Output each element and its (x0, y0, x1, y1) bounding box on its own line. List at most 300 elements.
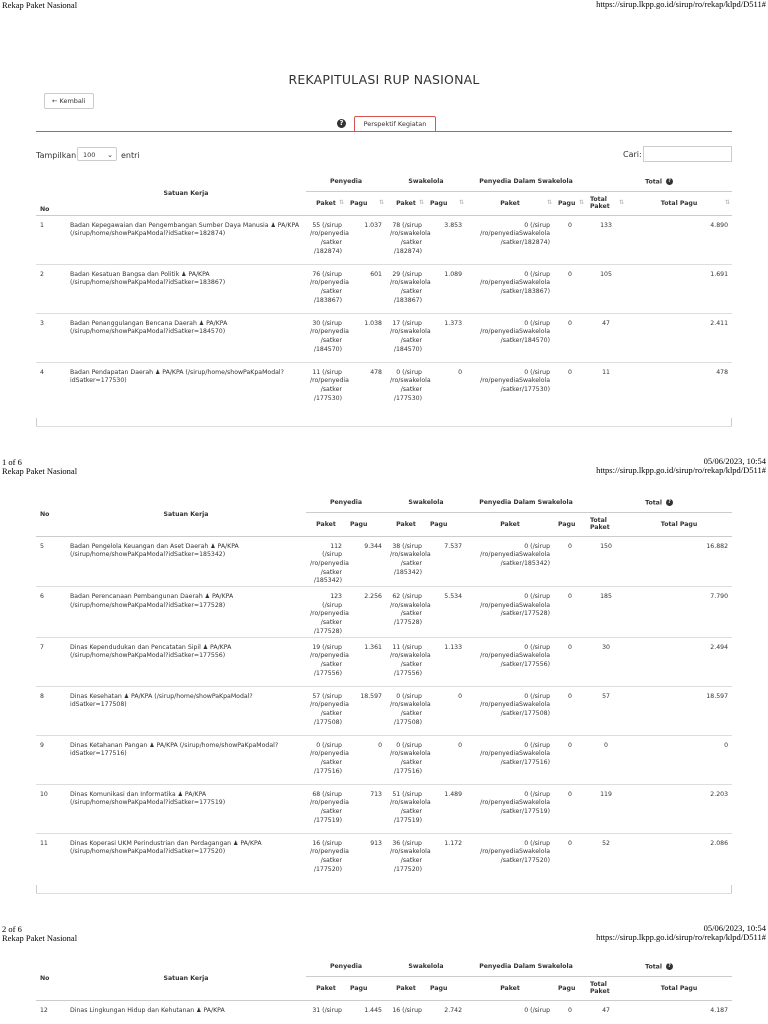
pds-paket-link[interactable] (466, 686, 554, 735)
row-no: 7 (36, 637, 66, 686)
col-header-swakelola: Swakelola (386, 173, 466, 191)
penyedia-paket-link[interactable] (306, 215, 349, 264)
sort-icon[interactable]: ⇅ (458, 199, 464, 206)
col-header-total-pagu-label: Total Pagu (660, 199, 698, 207)
satuan-kerja-name: Dinas Ketahanan Pangan (70, 741, 148, 749)
col-header-penyedia-pagu[interactable] (346, 512, 386, 536)
pds-paket-link[interactable] (466, 587, 554, 638)
swakelola-pagu: 0 (426, 735, 466, 784)
pa-kpa-url: (/sirup/home/showPaKpaModal?idSatker=177519) (70, 799, 226, 807)
user-icon: ♟ (231, 839, 241, 847)
pds-pagu: 0 (554, 264, 586, 313)
rekap-table-page-2 (36, 494, 732, 882)
link-part: 112 (/sirup (322, 542, 342, 559)
swakelola-paket-link[interactable] (386, 686, 431, 735)
print-title: Rekap Paket Nasional (2, 933, 78, 943)
col-header-no[interactable]: No (36, 173, 66, 215)
pa-kpa-link[interactable]: PA/KPA (188, 270, 210, 278)
col-header-pds-pagu[interactable] (554, 976, 586, 1000)
pa-kpa-link[interactable]: PA/KPA (240, 839, 262, 847)
penyedia-paket-link[interactable] (306, 313, 349, 362)
link-part: /ro/penyedia (310, 559, 349, 567)
col-header-pds-paket[interactable] (466, 512, 554, 536)
pa-kpa-link[interactable]: PA/KPA (211, 593, 234, 601)
satuan-kerja-name: Badan Kepegawaian dan Pengembangan Sumber Daya Manusia (70, 221, 269, 229)
col-header-penyedia-pagu[interactable] (346, 976, 386, 1000)
tab-underline (36, 131, 732, 132)
table-row (36, 1000, 732, 1020)
col-header-swakelola-pagu[interactable] (426, 512, 466, 536)
link-part: /ro/penyedia (310, 610, 349, 618)
link-part: 62 (/sirup (392, 593, 422, 601)
pds-pagu: 0 (554, 1000, 586, 1020)
col-header-pds-pagu[interactable] (554, 512, 586, 536)
col-header-total (586, 494, 732, 512)
pa-kpa-link[interactable]: PA/KPA (210, 643, 232, 651)
pds-paket-link[interactable] (466, 735, 554, 784)
user-icon: ♟ (179, 270, 189, 278)
satker-id: /182874) (393, 247, 422, 255)
question-circle-icon[interactable]: ? (337, 119, 346, 128)
length-select[interactable] (77, 147, 117, 161)
satuan-kerja-name: Dinas Kesehatan (70, 692, 122, 700)
row-no: 12 (36, 1000, 66, 1020)
link-part: /satker (320, 287, 342, 295)
satker-id: /177508) (313, 718, 342, 726)
col-header-penyedia-paket[interactable] (306, 512, 346, 536)
question-circle-icon[interactable]: ? (666, 963, 673, 970)
col-header-satuan-kerja[interactable]: Satuan Kerja (66, 494, 306, 536)
total-paket: 52 (586, 833, 626, 882)
row-satuan-kerja (66, 833, 306, 882)
row-satuan-kerja (66, 686, 306, 735)
swakelola-paket-link[interactable] (386, 637, 431, 686)
link-part: 0 (/sirup (524, 839, 551, 847)
col-header-swakelola: Swakelola (386, 494, 466, 512)
print-url: https://sirup.lkpp.go.id/sirup/ro/rekap/klpd/D511# (596, 0, 766, 9)
swakelola-paket-link[interactable] (386, 784, 431, 833)
total-paket: 57 (586, 686, 626, 735)
satker-id: /satker/177530) (500, 385, 551, 393)
total-pagu: 2.411 (626, 313, 732, 362)
link-part: 57 (/sirup (312, 692, 342, 700)
penyedia-paket-link[interactable] (306, 536, 349, 587)
satker-id: /177508) (393, 718, 422, 726)
swakelola-pagu: 5.534 (426, 587, 466, 638)
pa-kpa-link[interactable]: PA/KPA (206, 319, 228, 327)
col-header-pds-paket-label: Paket (500, 199, 520, 207)
swakelola-pagu: 1.089 (426, 264, 466, 313)
table-row (36, 536, 732, 587)
satuan-kerja-name: Dinas Kependudukan dan Pencatatan Sipil (70, 643, 201, 651)
search-input[interactable] (643, 146, 732, 162)
total-pagu: 18.597 (626, 686, 732, 735)
rekap-table-page-1 (36, 173, 732, 411)
row-satuan-kerja (66, 264, 306, 313)
pa-kpa-url: (/sirup/home/showPaKpaModal?idSatker=177530) (70, 368, 284, 385)
swakelola-paket-link[interactable] (386, 215, 431, 264)
row-no: 2 (36, 264, 66, 313)
pa-kpa-url: (/sirup/home/showPaKpaModal?idSatker=185342) (70, 551, 226, 559)
pa-kpa-url: (/sirup/home/showPaKpaModal?idSatker=177520) (70, 848, 226, 856)
satker-id: /177528) (393, 619, 422, 627)
question-circle-icon[interactable]: ? (666, 499, 673, 506)
penyedia-paket-link[interactable] (306, 587, 349, 638)
print-title: Rekap Paket Nasional (2, 466, 78, 476)
link-part: /ro/penyedia (310, 750, 349, 758)
link-part: 16 (/sirup (312, 839, 342, 847)
col-header-penyedia-paket-label: Paket (316, 520, 336, 528)
link-part: /ro/penyediaSwakelola (480, 328, 551, 336)
col-header-penyedia-pagu-label: Pagu (350, 520, 368, 528)
link-part: /ro/penyedia (310, 848, 349, 856)
pds-paket-link[interactable] (466, 833, 554, 882)
col-header-no[interactable]: No (36, 958, 66, 1000)
user-icon: ♟ (194, 1006, 204, 1014)
link-part: /ro/penyedia (310, 652, 349, 660)
sort-icon[interactable]: ⇅ (618, 199, 624, 206)
search-label: Cari: (623, 150, 642, 159)
col-header-penyedia-paket-label: Paket (316, 984, 336, 992)
link-part: 17 (/sirup (392, 319, 422, 327)
col-header-swakelola-pagu-label: Pagu (430, 984, 448, 992)
link-part: /ro/swakelola (390, 551, 431, 559)
total-pagu: 2.086 (626, 833, 732, 882)
row-satuan-kerja (66, 536, 306, 587)
satker-id: /177520) (313, 865, 342, 873)
swakelola-pagu: 7.537 (426, 536, 466, 587)
sort-icon[interactable]: ⇅ (546, 199, 552, 206)
link-part: /ro/penyediaSwakelola (480, 701, 551, 709)
pa-kpa-link[interactable]: PA/KPA (203, 1006, 225, 1014)
link-part: /ro/swakelola (390, 848, 431, 856)
link-part: /ro/penyedia (310, 701, 349, 709)
table-row (36, 686, 732, 735)
row-no: 1 (36, 215, 66, 264)
link-part: 68 (/sirup (312, 790, 342, 798)
penyedia-pagu: 1.361 (346, 637, 386, 686)
col-header-penyedia: Penyedia (306, 958, 386, 976)
penyedia-pagu: 913 (346, 833, 386, 882)
table-bottom-border (36, 893, 732, 894)
col-header-swakelola-pagu[interactable] (426, 976, 466, 1000)
col-header-penyedia: Penyedia (306, 494, 386, 512)
row-no: 4 (36, 362, 66, 411)
satker-id: /177530) (313, 394, 342, 402)
col-header-total-paket[interactable] (586, 512, 626, 536)
link-part: /ro/penyedia (310, 279, 349, 287)
pds-pagu: 0 (554, 313, 586, 362)
col-header-pds-pagu-label: Pagu (558, 199, 576, 207)
satuan-kerja-name: Badan Pendapatan Daerah (70, 368, 154, 376)
row-no: 11 (36, 833, 66, 882)
swakelola-paket-link[interactable] (386, 1000, 426, 1020)
penyedia-paket-link[interactable] (306, 833, 349, 882)
link-part: /satker (400, 336, 422, 344)
link-part: /ro/penyediaSwakelola (480, 652, 551, 660)
satker-id: /185342) (313, 577, 342, 585)
penyedia-pagu: 601 (346, 264, 386, 313)
penyedia-pagu: 1.445 (346, 1000, 386, 1020)
link-part: /satker (320, 709, 342, 717)
link-part: /satker (320, 758, 342, 766)
total-paket: 47 (586, 1000, 626, 1020)
chevron-down-icon: ⌄ (107, 151, 113, 159)
col-header-swakelola-paket[interactable] (386, 512, 426, 536)
col-header-pds-pagu-label: Pagu (558, 984, 576, 992)
link-part: /satker (320, 385, 342, 393)
col-header-total-paket[interactable] (586, 191, 626, 215)
swakelola-paket-link[interactable] (386, 536, 431, 587)
pds-paket-link[interactable] (466, 784, 554, 833)
link-part: /satker (320, 856, 342, 864)
link-part: /satker (320, 619, 342, 627)
link-part: 0 (/sirup (396, 692, 422, 700)
swakelola-paket-link[interactable] (386, 362, 431, 411)
link-part: /satker (320, 568, 342, 576)
penyedia-pagu: 18.597 (346, 686, 386, 735)
satker-id: /177516) (313, 767, 342, 775)
col-header-penyedia-pagu[interactable] (346, 191, 386, 215)
pds-paket-link[interactable] (466, 536, 554, 587)
total-pagu: 4.187 (626, 1000, 732, 1020)
satker-id: /177530) (393, 394, 422, 402)
total-paket: 0 (586, 735, 626, 784)
col-header-total-paket-line-1: Total (590, 196, 607, 203)
pds-paket-link[interactable] (466, 1000, 554, 1020)
link-part: /ro/penyedia (310, 799, 349, 807)
link-part: /ro/swakelola (390, 377, 431, 385)
pds-pagu: 0 (554, 587, 586, 638)
penyedia-paket-link[interactable] (306, 784, 349, 833)
col-header-pds-pagu[interactable] (554, 191, 586, 215)
satker-id: /satker/177556) (500, 660, 551, 668)
pa-kpa-link[interactable]: PA/KPA (162, 368, 184, 376)
penyedia-paket-link[interactable] (306, 637, 349, 686)
question-circle-icon[interactable]: ? (666, 178, 673, 185)
pa-kpa-link[interactable]: PA/KPA (277, 221, 300, 229)
col-header-total-label: Total (645, 178, 662, 186)
row-no: 8 (36, 686, 66, 735)
col-header-swakelola-paket-label: Paket (396, 520, 416, 528)
link-part: /ro/swakelola (390, 328, 431, 336)
col-header-total-paket[interactable] (586, 976, 626, 1000)
row-no: 6 (36, 587, 66, 638)
length-select-value: 100 (83, 151, 96, 159)
link-part: /satker (320, 238, 342, 246)
col-header-penyedia-paket[interactable] (306, 976, 346, 1000)
col-header-total-pagu[interactable] (626, 512, 732, 536)
total-pagu: 7.790 (626, 587, 732, 638)
pds-paket-link[interactable] (466, 264, 554, 313)
link-part: /ro/penyedia (310, 328, 349, 336)
satuan-kerja-name: Dinas Komunikasi dan Informatika (70, 790, 176, 798)
row-no: 10 (36, 784, 66, 833)
swakelola-pagu: 1.133 (426, 637, 466, 686)
row-satuan-kerja (66, 362, 306, 411)
swakelola-paket-link[interactable] (386, 833, 431, 882)
penyedia-paket-link[interactable] (306, 264, 349, 313)
link-part: /ro/swakelola (390, 230, 431, 238)
col-header-swakelola-paket[interactable] (386, 191, 426, 215)
penyedia-paket-link[interactable] (306, 686, 349, 735)
link-part: 0 (/sirup (524, 692, 551, 700)
col-header-total-pagu[interactable] (626, 976, 732, 1000)
penyedia-pagu: 2.256 (346, 587, 386, 638)
total-paket: 185 (586, 587, 626, 638)
link-part: /ro/swakelola (390, 601, 431, 609)
sort-icon[interactable]: ⇅ (378, 199, 383, 206)
link-part: 19 (/sirup (312, 643, 342, 651)
sort-icon[interactable]: ⇅ (418, 199, 423, 206)
col-header-total-pagu-label: Total Pagu (660, 984, 698, 992)
col-header-pds-pagu-label: Pagu (558, 520, 576, 528)
link-part: /ro/penyediaSwakelola (480, 750, 551, 758)
satuan-kerja-name: Dinas Koperasi UKM Perindustrian dan Perdagangan (70, 839, 232, 847)
pds-pagu: 0 (554, 536, 586, 587)
col-header-swakelola-paket[interactable] (386, 976, 426, 1000)
col-header-pds-paket[interactable] (466, 191, 554, 215)
satker-id: /satker/184570) (500, 336, 551, 344)
pa-kpa-url: (/sirup/home/showPaKpaModal?idSatker=177528) (70, 601, 226, 609)
col-header-penyedia-pagu-label: Pagu (350, 199, 368, 207)
length-suffix: entri (121, 151, 140, 160)
pds-pagu: 0 (554, 637, 586, 686)
penyedia-pagu: 478 (346, 362, 386, 411)
total-pagu: 2.494 (626, 637, 732, 686)
pa-kpa-link[interactable]: PA/KPA (184, 790, 207, 798)
link-part: /satker (320, 336, 342, 344)
link-part: 0 (/sirup (316, 741, 342, 749)
col-header-total-pagu[interactable] (626, 191, 732, 215)
total-paket: 119 (586, 784, 626, 833)
link-part: 0 (/sirup (396, 741, 422, 749)
row-no: 5 (36, 536, 66, 587)
link-part: 0 (/sirup (524, 790, 551, 798)
link-part: 0 (/sirup (524, 741, 551, 749)
col-header-total-paket-line-2: Paket (590, 988, 610, 995)
swakelola-pagu: 1.172 (426, 833, 466, 882)
swakelola-paket-link[interactable] (386, 313, 431, 362)
satker-id: /177516) (393, 767, 422, 775)
tab-perspektif-kegiatan[interactable]: Perspektif Kegiatan (354, 116, 436, 132)
pa-kpa-link[interactable]: PA/KPA (217, 542, 239, 550)
pa-kpa-url: (/sirup/home/showPaKpaModal?idSatker=183867) (70, 279, 226, 287)
pa-kpa-link[interactable]: PA/KPA (156, 741, 178, 749)
total-pagu: 1.691 (626, 264, 732, 313)
penyedia-paket-link[interactable] (306, 362, 349, 411)
satker-id: /satker/177508) (500, 709, 551, 717)
col-header-no[interactable]: No (36, 494, 66, 536)
penyedia-paket-link[interactable] (306, 735, 349, 784)
col-header-total-paket-line-1: Total (590, 517, 607, 524)
link-part: /ro/penyediaSwakelola (480, 230, 551, 238)
table-bottom-border (36, 426, 732, 427)
link-part: 36 (/sirup (392, 839, 422, 847)
table-row (36, 587, 732, 638)
col-header-penyedia-paket[interactable] (306, 191, 346, 215)
link-part: 0 (/sirup (396, 368, 422, 376)
col-header-penyedia-paket-label: Paket (316, 199, 336, 207)
col-header-penyedia-dalam-swakelola: Penyedia Dalam Swakelola (466, 173, 586, 191)
satker-id: /183867) (393, 296, 422, 304)
link-part: /satker (400, 709, 422, 717)
col-header-total-label: Total (645, 499, 662, 507)
col-header-total (586, 958, 732, 976)
satker-id: /177556) (393, 669, 422, 677)
swakelola-paket-link[interactable] (386, 264, 431, 313)
link-part: /ro/penyediaSwakelola (480, 601, 551, 609)
pds-pagu: 0 (554, 686, 586, 735)
row-satuan-kerja (66, 735, 306, 784)
link-part: /ro/penyediaSwakelola (480, 799, 551, 807)
total-pagu: 0 (626, 735, 732, 784)
link-part: /ro/swakelola (390, 701, 431, 709)
col-header-satuan-kerja[interactable]: Satuan Kerja (66, 173, 306, 215)
link-part: /ro/penyedia (310, 230, 349, 238)
table-row (36, 215, 732, 264)
pds-paket-link[interactable] (466, 313, 554, 362)
total-pagu: 16.882 (626, 536, 732, 587)
col-header-swakelola-pagu[interactable] (426, 191, 466, 215)
user-icon: ♟ (208, 542, 218, 550)
link-part: 11 (/sirup (312, 368, 342, 376)
sort-icon[interactable]: ⇅ (578, 199, 584, 206)
link-part: 38 (/sirup (392, 542, 422, 550)
back-button[interactable]: ← Kembali (44, 93, 94, 109)
satker-id: /satker/185342) (500, 559, 551, 567)
link-part: 0 (/sirup (524, 368, 551, 376)
pds-paket-link[interactable] (466, 637, 554, 686)
link-part: 11 (/sirup (392, 643, 422, 651)
total-paket: 150 (586, 536, 626, 587)
link-part: /satker (400, 559, 422, 567)
penyedia-paket-link[interactable] (306, 1000, 346, 1020)
total-paket: 11 (586, 362, 626, 411)
pa-kpa-link[interactable]: PA/KPA (131, 692, 153, 700)
col-header-penyedia: Penyedia (306, 173, 386, 191)
satker-id: /183867) (313, 296, 342, 304)
swakelola-paket-link[interactable] (386, 735, 431, 784)
link-part: /satker (320, 660, 342, 668)
link-part: /ro/penyediaSwakelola (480, 551, 551, 559)
pa-kpa-url: (/sirup/home/showPaKpaModal?idSatker=177556) (70, 652, 226, 660)
sort-icon[interactable]: ⇅ (724, 199, 730, 206)
link-part: 0 (/sirup (524, 643, 551, 651)
satker-id: /177520) (393, 865, 422, 873)
total-paket: 133 (586, 215, 626, 264)
link-part: /satker (400, 758, 422, 766)
pds-paket-link[interactable] (466, 215, 554, 264)
swakelola-pagu: 1.489 (426, 784, 466, 833)
satuan-kerja-name: Badan Pengelola Keuangan dan Aset Daerah (70, 542, 209, 550)
sort-icon[interactable]: ⇅ (338, 199, 343, 206)
swakelola-paket-link[interactable] (386, 587, 431, 638)
satuan-kerja-name: Dinas Lingkungan Hidup dan Kehutanan (70, 1006, 195, 1014)
row-satuan-kerja (66, 784, 306, 833)
table-row (36, 784, 732, 833)
total-pagu: 2.203 (626, 784, 732, 833)
col-header-satuan-kerja[interactable]: Satuan Kerja (66, 958, 306, 1000)
pds-paket-link[interactable] (466, 362, 554, 411)
link-part: 0 (/sirup (524, 270, 551, 278)
col-header-pds-paket-label: Paket (500, 984, 520, 992)
satker-id: /177519) (393, 816, 422, 824)
satker-id: /satker/177520) (500, 856, 551, 864)
total-paket: 47 (586, 313, 626, 362)
total-paket: 30 (586, 637, 626, 686)
col-header-pds-paket[interactable] (466, 976, 554, 1000)
